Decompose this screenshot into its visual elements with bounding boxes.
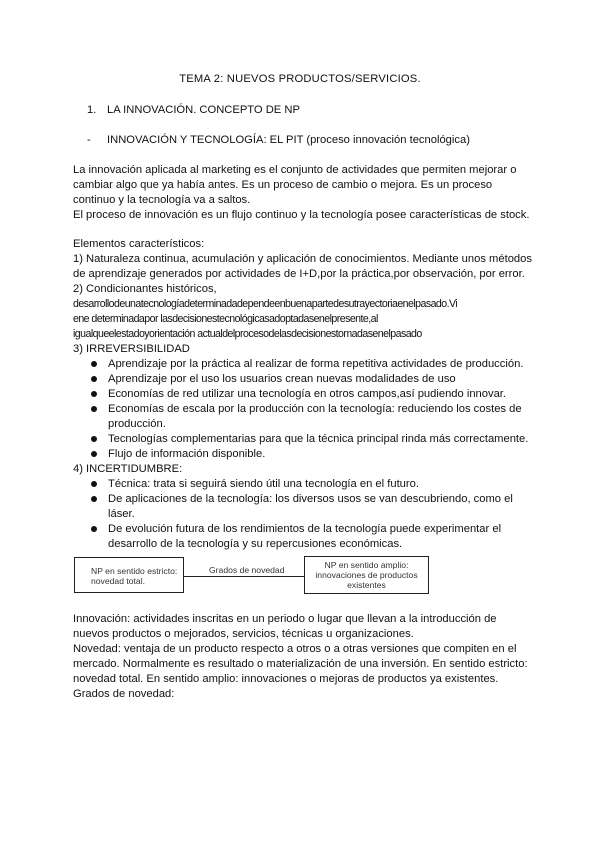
list-item: Tecnologías complementarias para que la técnica principal rinda más correctamente. — [108, 433, 529, 445]
section-title: LA INNOVACIÓN. CONCEPTO DE NP — [107, 104, 300, 116]
list-item: Economías de escala por la producción con la tecnología: reduciendo los costes de — [108, 403, 522, 415]
list-item: De aplicaciones de la tecnología: los diversos usos se van descubriendo, como el — [108, 493, 513, 505]
item2-line: ene determinadapor lasdecisionestecnológicasadoptadasenelpresente,al — [73, 313, 378, 325]
diagram-connector — [183, 576, 304, 577]
closing-line: novedad total. En sentido amplio: innovaciones o mejoras de productos ya existentes. — [73, 673, 499, 685]
diagram-box-text: innovaciones de productos — [315, 570, 418, 580]
intro-line: La innovación aplicada al marketing es el conjunto de actividades que permiten mejorar o — [73, 164, 517, 176]
section-dash: - — [87, 134, 91, 146]
item3-heading: 3) IRREVERSIBILIDAD — [73, 343, 190, 355]
list-item-continuation: producción. — [108, 418, 166, 430]
section-subtitle: INNOVACIÓN Y TECNOLOGÍA: EL PIT (proceso innovación tecnológica) — [107, 134, 470, 146]
list-item: Flujo de información disponible. — [108, 448, 266, 460]
item2-heading: 2) Condicionantes históricos, — [73, 283, 217, 295]
diagram-box-text: novedad total. — [91, 576, 145, 586]
bullet-icon — [91, 376, 97, 382]
diagram-box-strict — [74, 557, 184, 593]
document-title: TEMA 2: NUEVOS PRODUCTOS/SERVICIOS. — [179, 73, 421, 85]
diagram-connector-label: Grados de novedad — [209, 565, 285, 575]
list-item: De evolución futura de los rendimientos de la tecnología puede experimentar el — [108, 523, 502, 535]
intro-line: cambiar algo que ya había antes. Es un proceso de cambio o mejora. Es un proceso — [73, 179, 493, 191]
closing-line: Novedad: ventaja de un producto respecto a otros o a otras versiones que compiten en el — [73, 643, 517, 655]
bullet-icon — [91, 496, 97, 502]
intro-line: El proceso de innovación es un flujo continuo y la tecnología posee características de stock. — [73, 209, 530, 221]
list-item-continuation: láser. — [108, 508, 135, 520]
list-item: Aprendizaje por la práctica al realizar de forma repetitiva actividades de producción. — [108, 358, 524, 370]
bullet-icon — [91, 436, 97, 442]
item4-heading: 4) INCERTIDUMBRE: — [73, 463, 183, 475]
diagram-box-text: NP en sentido amplio: — [324, 560, 409, 570]
diagram-box-text: existentes — [347, 580, 386, 590]
list-item: Aprendizaje por el uso los usuarios crean nuevas modalidades de uso — [108, 373, 456, 385]
closing-line: nuevos productos o mejorados, servicios, técnicas u organizaciones. — [73, 628, 414, 640]
item2-line: desarrollodeunatecnologíadeterminadadependeenbuenapartedesutrayectoriaenelpasado.Vi — [73, 298, 458, 310]
list-item: Economías de red utilizar una tecnología en otros campos,así pudiendo innovar. — [108, 388, 507, 400]
bullet-icon — [91, 451, 97, 457]
item1-line: de aprendizaje generados por actividades de I+D,por la práctica,por observación, por error. — [73, 268, 525, 280]
bullet-icon — [91, 526, 97, 532]
section-heading-2 — [87, 133, 470, 148]
list-item: Técnica: trata si seguirá siendo útil una tecnología en el futuro. — [108, 478, 419, 490]
closing-line: mercado. Normalmente es resultado o materialización de una inversión. En sentido estricto: — [73, 658, 528, 670]
bullet-icon — [91, 406, 97, 412]
diagram-box-broad — [304, 556, 429, 594]
section-number: 1. — [87, 104, 97, 116]
item2-line: igualqueelestadoyorientación actualdelprocesodelasdecisionestomadasenelpasado — [73, 328, 422, 340]
diagram-box-text: NP en sentido estricto: — [91, 566, 178, 576]
bullet-icon — [91, 391, 97, 397]
item1-line: 1) Naturaleza continua, acumulación y aplicación de conocimientos. Mediante unos métodos — [73, 253, 532, 265]
elements-heading: Elementos característicos: — [73, 238, 205, 250]
bullet-icon — [91, 361, 97, 367]
list-item-continuation: desarrollo de la tecnología y su repercusiones económicas. — [108, 538, 403, 550]
bullet-icon — [91, 481, 97, 487]
section-heading-1 — [87, 103, 300, 118]
closing-line: Innovación: actividades inscritas en un periodo o lugar que llevan a la introducción de — [73, 613, 497, 625]
closing-line: Grados de novedad: — [73, 688, 175, 700]
intro-line: continuo y la tecnología va a saltos. — [73, 194, 251, 206]
